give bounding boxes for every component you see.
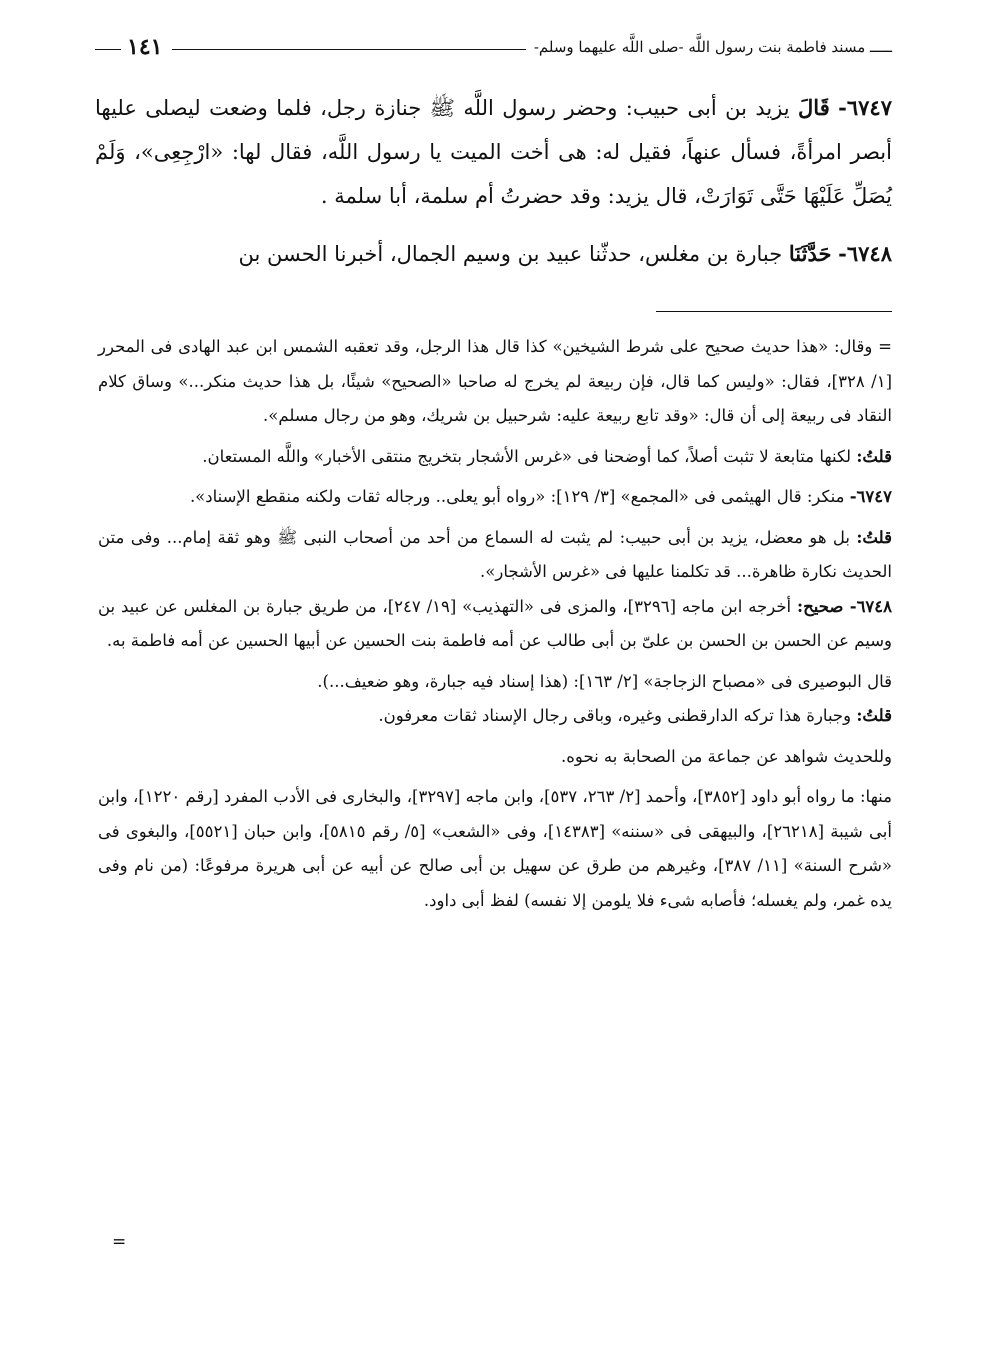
hadith-number: ٦٧٤٧- xyxy=(838,95,892,120)
footnote-continued: = وقال: «هذا حديث صحيح على شرط الشيخين» كذا قال هذا الرجل، وقد تعقبه الشمس ابن عبد الهادى فى المحرر [١/ ٣٢٨]، فقال: «وليس كما قال، فإن ربيعة لم يخرج له صاحبا «الصحيح» شيئًا، بل هذا حديث منكر...» وساق كلام النقاد فى ربيعة إلى أن قال: «وقد تابع ربيعة عليه: شرحبيل بن شريك، وهو من رجال مسلم». xyxy=(98,337,892,425)
main-text xyxy=(95,86,892,276)
running-header xyxy=(95,30,892,64)
hadith-text: جبارة بن مغلس، حدثّنا عبيد بن وسيم الجمال، أخبرنا الحسن بن xyxy=(238,242,789,266)
footnote-text: أخرجه ابن ماجه [٣٢٩٦]، والمزى فى «التهذيب» [١٩/ ٢٤٧]، من طريق جبارة بن المغلس عن عبيد بن وسيم عن الحسن بن الحسن بن علىّ بن أبى طالب عن أمه فاطمة بنت الحسين عن أبيها الحسين عن أمه فاطمة به. xyxy=(98,596,892,650)
footnote-separator xyxy=(656,311,892,312)
footnote-qultu xyxy=(98,521,892,590)
footnote-lead: قلتُ: xyxy=(856,706,892,725)
footnote-text: منكر: قال الهيثمى فى «المجمع» [٣/ ١٢٩]: «رواه أبو يعلى.. ورجاله ثقات ولكنه منقطع الإسناد». xyxy=(189,487,850,506)
hadith-6747 xyxy=(95,86,892,218)
footnote-qultu xyxy=(98,699,892,734)
hadith-number: ٦٧٤٨- xyxy=(838,241,892,266)
footnote-busiri: قال البوصيرى فى «مصباح الزجاجة» [٢/ ١٦٣]: (هذا إسناد فيه جبارة، وهو ضعيف...). xyxy=(317,671,892,691)
header-dash xyxy=(95,49,121,50)
footnote-lead: ٦٧٤٨- صحيح: xyxy=(796,596,893,616)
footnote-lead: قلتُ: xyxy=(856,446,892,466)
header-rule xyxy=(172,49,525,50)
footnote-qultu xyxy=(98,440,892,475)
footnote-6747 xyxy=(98,480,892,515)
running-title: ـــــ مسند فاطمة بنت رسول اللَّه -صلى اللَّه عليهما وسلم- xyxy=(533,38,892,56)
continuation-mark: = xyxy=(112,1232,127,1252)
footnotes xyxy=(98,330,892,918)
hadith-lead: حَدَّثَنَا xyxy=(788,241,832,266)
footnote-text: وجبارة هذا تركه الدارقطنى وغيره، وباقى رجال الإسناد ثقات معرفون. xyxy=(378,706,857,725)
footnote-6748 xyxy=(98,590,892,659)
footnote-shawahid: وللحديث شواهد عن جماعة من الصحابة به نحوه. xyxy=(561,746,892,766)
footnote-text: بل هو معضل، يزيد بن أبى حبيب: لم يثبت له السماع من أحد من أصحاب النبى ﷺ وهو ثقة إمام... وفى متن الحديث نكارة ظاهرة... قد تكلمنا عليها فى «غرس الأشجار». xyxy=(98,527,892,581)
footnote-lead: ٦٧٤٧- xyxy=(849,487,892,506)
footnote-minha: منها: ما رواه أبو داود [٣٨٥٢]، وأحمد [٢/ ٢٦٣، ٥٣٧]، وابن ماجه [٣٢٩٧]، والبخارى فى الأدب المفرد [رقم ١٢٢٠]، وابن أبى شيبة [٢٦٢١٨]، والبيهقى فى «سننه» [١٤٣٨٣]، وفى «الشعب» [٥/ رقم ٥٨١٥]، وابن حبان [٥٥٢١]، والبغوى فى «شرح السنة» [١١/ ٣٨٧]، وغيرهم من طرق عن سهيل بن أبى صالح عن أبيه عن أبى هريرة مرفوعًا: (من نام وفى يده غمر، ولم يغسله؛ فأصابه شىء فلا يلومن إلا نفسه) لفظ أبى داود. xyxy=(98,787,892,910)
hadith-6748 xyxy=(95,232,892,276)
footnote-lead: قلتُ: xyxy=(856,527,892,547)
hadith-lead: قَالَ xyxy=(798,95,830,120)
hadith-text: يزيد بن أبى حبيب: وحضر رسول اللَّه ﷺ جنازة رجل، فلما وضعت ليصلى عليها أبصر امرأةً، فسأل عنهاً، فقيل له: هى أخت الميت يا رسول اللَّه، فقال لها: «ارْجِعِى»، وَلَمْ يُصَلِّ عَلَيْهَا حَتَّى تَوَارَتْ، قال يزيد: وقد حضرتُ أم سلمة، أبا سلمة . xyxy=(95,96,892,208)
footnote-text: لكنها متابعة لا تثبت أصلاً، كما أوضحنا فى «غرس الأشجار بتخريج منتقى الأخبار» واللَّه المستعان. xyxy=(202,446,857,466)
page-number: ١٤١ xyxy=(127,34,163,60)
